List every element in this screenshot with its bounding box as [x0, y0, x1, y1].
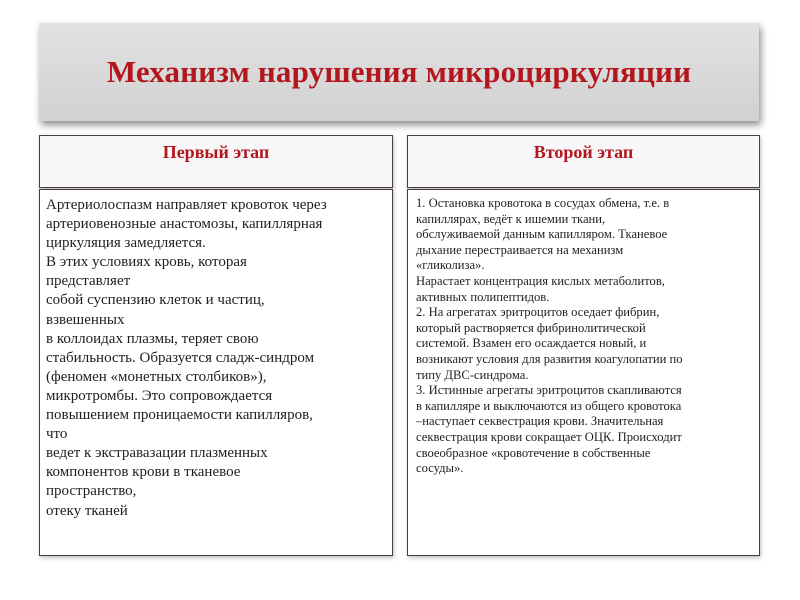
text-line: активных полипептидов. [416, 289, 550, 304]
text-line: «гликолиза». [416, 258, 485, 273]
first-stage-heading: Первый этап [162, 142, 270, 162]
text-line: своеобразное «кровотечение в собственные [416, 445, 651, 460]
first-stage-header [39, 135, 393, 188]
text-line: отеку тканей [46, 502, 128, 519]
text-line: В этих условиях кровь, которая [46, 254, 247, 271]
text-line: повышением проницаемости капилляров, [46, 407, 313, 424]
text-line: пространство, [46, 483, 137, 500]
text-line: в коллоидах плазмы, теряет свою [46, 330, 259, 347]
text-line: в капилляре и выключаются из общего кровотока [416, 398, 682, 413]
text-line: компонентов крови в тканевое [46, 464, 241, 481]
text-line: артериовенозные анастомозы, капиллярная [46, 216, 323, 233]
text-line: микротромбы. Это сопровождается [46, 387, 273, 404]
second-stage-body [407, 189, 760, 556]
slide-title: Механизм нарушения микроциркуляции [106, 54, 692, 89]
text-line: собой суспензию клеток и частиц, [46, 292, 265, 309]
second-stage-header [407, 135, 760, 188]
first-stage-body [39, 189, 393, 556]
text-line: капиллярах, ведёт к ишемии ткани, [416, 211, 606, 226]
text-line: Нарастает концентрация кислых метаболитов, [416, 273, 665, 288]
text-line: –наступает секвестрация крови. Значительная [416, 414, 664, 429]
text-line: типу ДВС-синдрома. [416, 367, 529, 382]
text-line: сосуды». [416, 461, 464, 476]
text-line: который растворяется фибринолитической [416, 320, 646, 335]
text-line: Артериолоспазм направляет кровоток через [46, 197, 327, 213]
first-stage-text [40, 190, 392, 521]
text-line: обслуживаемой данным капилляром. Тканевое [416, 227, 668, 242]
text-line: циркуляция замедляется. [46, 235, 206, 252]
title-banner [39, 23, 759, 121]
text-line: взвешенных [46, 311, 125, 328]
text-line: возникают условия для развития коагулопатии по [416, 351, 683, 366]
second-stage-heading: Второй этап [533, 142, 634, 162]
text-line: ведет к экстравазации плазменных [46, 445, 268, 462]
text-line: секвестрация крови сокращает ОЦК. Происходит [416, 429, 682, 444]
text-line: 3. Истинные агрегаты эритроцитов скапливаются [416, 383, 682, 398]
text-line: 1. Остановка кровотока в сосудах обмена, т.е. в [416, 196, 670, 210]
text-line: стабильность. Образуется сладж-синдром [46, 349, 315, 366]
second-stage-text [408, 190, 759, 477]
text-line: системой. Взамен его осаждается новый, и [416, 336, 647, 351]
text-line: представляет [46, 273, 131, 290]
text-line: (феномен «монетных столбиков»), [46, 368, 267, 385]
text-line: дыхание перестраивается на механизм [416, 242, 624, 257]
text-line: что [46, 426, 68, 443]
text-line: 2. На агрегатах эритроцитов оседает фибрин, [416, 305, 660, 320]
